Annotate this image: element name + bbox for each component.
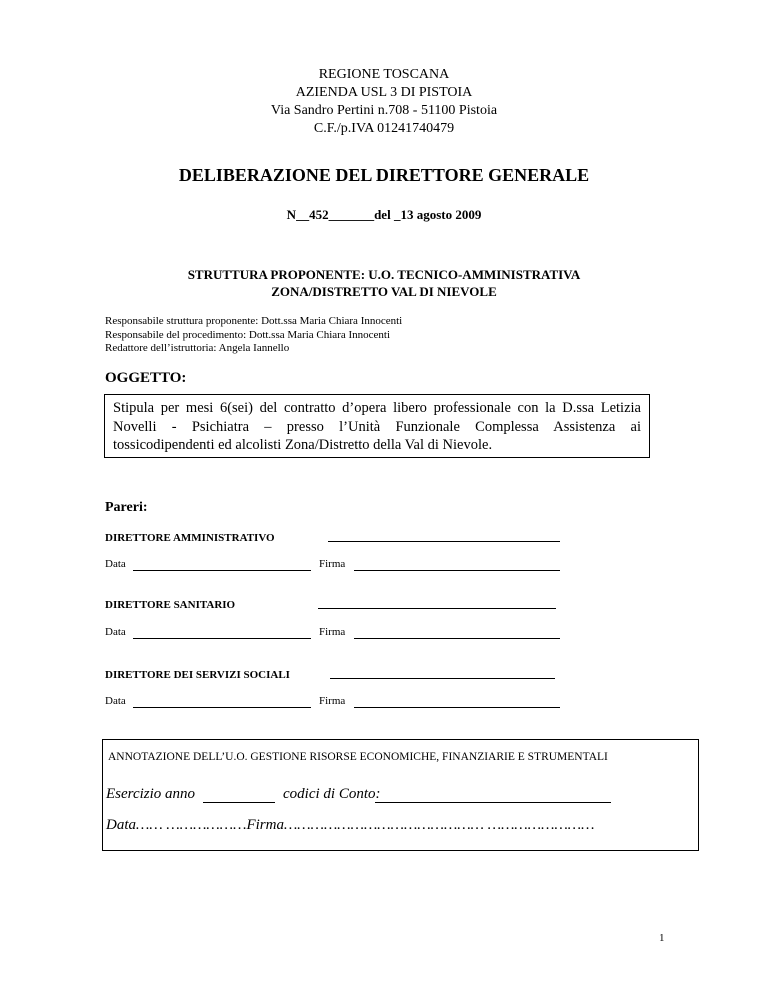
admin-director-label: DIRETTORE AMMINISTRATIVO bbox=[105, 532, 275, 544]
annotation-esercizio-label: Esercizio anno bbox=[106, 786, 196, 802]
number-prefix: N bbox=[286, 207, 297, 222]
admin-firma-label: Firma bbox=[319, 558, 346, 570]
annotation-codici-label: codici di Conto: bbox=[283, 786, 381, 802]
responsible-structure: Responsabile struttura proponente: Dott.ssa Maria Chiara Innocenti bbox=[105, 315, 403, 327]
social-director-signature-line bbox=[330, 678, 555, 679]
page-number: 1 bbox=[659, 932, 665, 944]
social-director-label: DIRETTORE DEI SERVIZI SOCIALI bbox=[105, 669, 290, 681]
structure-line-1: STRUTTURA PROPONENTE: U.O. TECNICO-AMMINISTRATIVA bbox=[187, 267, 581, 282]
sanitary-data-label: Data bbox=[105, 626, 126, 638]
sanitary-director-signature-line bbox=[318, 608, 556, 609]
social-data-line bbox=[133, 707, 311, 708]
social-firma-label: Firma bbox=[319, 695, 346, 707]
responsibles-block bbox=[105, 315, 402, 356]
deliberation-date: _13 agosto 2009 bbox=[393, 207, 482, 222]
number-del: del bbox=[374, 207, 394, 222]
header-tax-id: C.F./p.IVA 01241740479 bbox=[313, 121, 455, 136]
responsible-drafter: Redattore dell’istruttoria: Angela Iannello bbox=[105, 342, 290, 354]
admin-data-line bbox=[133, 570, 311, 571]
deliberation-number: __452_______ bbox=[296, 207, 375, 222]
opinions-label: Pareri: bbox=[105, 500, 148, 515]
sanitary-firma-line bbox=[354, 638, 560, 639]
annotation-box bbox=[102, 739, 699, 851]
admin-data-label: Data bbox=[105, 558, 126, 570]
annotation-codici-line bbox=[375, 802, 611, 803]
header-address: Via Sandro Pertini n.708 - 51100 Pistoia bbox=[270, 103, 498, 118]
responsible-procedure: Responsabile del procedimento: Dott.ssa Maria Chiara Innocenti bbox=[105, 328, 391, 341]
header-region: REGIONE TOSCANA bbox=[318, 67, 450, 82]
header-agency: AZIENDA USL 3 DI PISTOIA bbox=[295, 85, 473, 100]
structure-line-2: ZONA/DISTRETTO VAL DI NIEVOLE bbox=[271, 284, 497, 299]
header-block bbox=[0, 66, 768, 138]
social-firma-line bbox=[354, 707, 560, 708]
sanitary-firma-label: Firma bbox=[319, 626, 346, 638]
subject-box: Stipula per mesi 6(sei) del contratto d’opera libero professionale con la D.ssa Letizia Novelli - Psichiatra – presso l’Unità Funzionale Complessa Assistenza ai tossicodipendenti ed alcolisti Zona/Distretto della Val di Nievole. bbox=[104, 394, 650, 458]
admin-firma-line bbox=[354, 570, 560, 571]
annotation-data-firma-line: Data…… ………………Firma……………………………………… …………………… bbox=[106, 817, 595, 833]
deliberation-number-line bbox=[0, 207, 768, 223]
sanitary-data-line bbox=[133, 638, 311, 639]
admin-director-signature-line bbox=[328, 541, 560, 542]
social-data-label: Data bbox=[105, 695, 126, 707]
annotation-title: ANNOTAZIONE DELL’U.O. GESTIONE RISORSE ECONOMICHE, FINANZIARIE E STRUMENTALI bbox=[108, 751, 608, 763]
sanitary-director-label: DIRETTORE SANITARIO bbox=[105, 599, 236, 611]
subject-label: OGGETTO: bbox=[105, 370, 187, 386]
annotation-esercizio-line bbox=[203, 802, 275, 803]
document-title: DELIBERAZIONE DEL DIRETTORE GENERALE bbox=[178, 165, 590, 185]
structure-block bbox=[0, 266, 768, 300]
